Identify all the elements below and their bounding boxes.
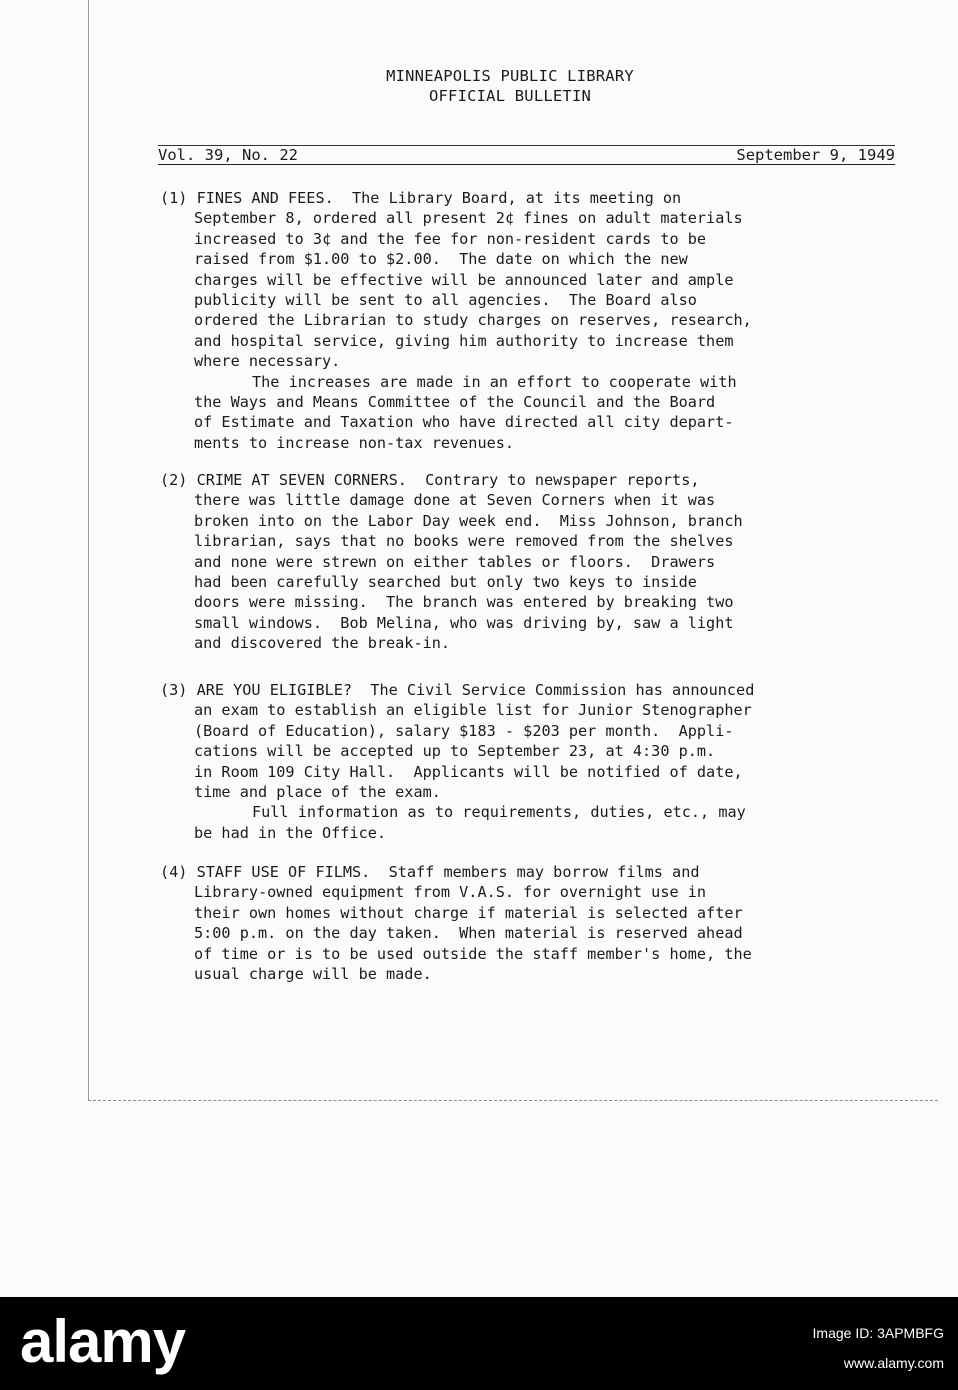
item-line: (Board of Education), salary $183 - $203 per month. Appli- — [194, 721, 734, 740]
item-line: and none were strewn on either tables or floors. Drawers — [194, 552, 716, 571]
item-line: Library-owned equipment from V.A.S. for overnight use in — [194, 883, 707, 902]
stock-url: www.alamy.com — [843, 1355, 944, 1371]
item-line: in Room 109 City Hall. Applicants will be notified of date, — [194, 762, 743, 781]
item-line: cations will be accepted up to September 23, at 4:30 p.m. — [194, 742, 716, 761]
image-id: Image ID: 3APMBFG — [812, 1325, 944, 1341]
item-line: there was little damage done at Seven Corners when it was — [194, 491, 716, 510]
item-line: (4) STAFF USE OF FILMS. Staff members may borrow films and — [160, 863, 700, 881]
bottom-dashed-rule — [88, 1100, 938, 1102]
item-line: September 8, ordered all present 2¢ fines on adult materials — [194, 209, 743, 228]
item-line: broken into on the Labor Day week end. Miss Johnson, branch — [194, 511, 743, 530]
volume-date-line — [158, 146, 895, 166]
item-line: where necessary. — [194, 352, 341, 371]
item-line: doors were missing. The branch was entered by breaking two — [194, 593, 734, 612]
bulletin-item-1 — [160, 188, 752, 453]
stock-footer-bar — [0, 1297, 958, 1390]
item-line: raised from $1.00 to $2.00. The date on which the new — [194, 250, 688, 269]
item-line: had been carefully searched but only two keys to inside — [194, 573, 697, 592]
item-line: (2) CRIME AT SEVEN CORNERS. Contrary to newspaper reports, — [160, 471, 700, 489]
left-margin-rule — [88, 0, 89, 1100]
issue-date: September 9, 1949 — [736, 146, 895, 164]
bulletin-item-3 — [160, 680, 754, 843]
item-line: an exam to establish an eligible list for Junior Stenographer — [194, 701, 752, 720]
item-line: publicity will be sent to all agencies. The Board also — [194, 291, 697, 310]
item-line: their own homes without charge if material is selected after — [194, 903, 743, 922]
item-line: (1) FINES AND FEES. The Library Board, at its meeting on — [160, 189, 682, 207]
item-line: small windows. Bob Melina, who was driving by, saw a light — [194, 613, 734, 632]
item-line: increased to 3¢ and the fee for non-resident cards to be — [194, 229, 707, 248]
masthead-line-1: MINNEAPOLIS PUBLIC LIBRARY — [386, 67, 634, 85]
item-line: ordered the Librarian to study charges on reserves, research, — [194, 311, 752, 330]
item-line: ments to increase non-tax revenues. — [194, 433, 515, 452]
item-line: Full information as to requirements, duties, etc., may — [252, 803, 746, 822]
alamy-logo: alamy — [20, 1308, 186, 1375]
masthead-line-2: OFFICIAL BULLETIN — [428, 87, 592, 105]
bulletin-item-2 — [160, 470, 743, 654]
item-line: charges will be effective will be announced later and ample — [194, 270, 734, 289]
masthead — [300, 66, 720, 106]
item-line: time and place of the exam. — [194, 783, 441, 802]
volume-number: Vol. 39, No. 22 — [158, 146, 298, 164]
item-line: The increases are made in an effort to cooperate with — [252, 372, 737, 391]
item-line: usual charge will be made. — [194, 965, 432, 984]
item-line: and hospital service, giving him authority to increase them — [194, 331, 734, 350]
bulletin-item-4 — [160, 862, 752, 984]
item-line: the Ways and Means Committee of the Council and the Board — [194, 393, 716, 412]
item-line: be had in the Office. — [194, 823, 387, 842]
item-line: and discovered the break-in. — [194, 634, 451, 653]
header-rule-bottom — [158, 164, 895, 165]
item-line: 5:00 p.m. on the day taken. When material is reserved ahead — [194, 924, 743, 943]
item-line: librarian, says that no books were removed from the shelves — [194, 532, 734, 551]
item-line: of time or is to be used outside the staff member's home, the — [194, 944, 752, 963]
item-line: of Estimate and Taxation who have directed all city depart- — [194, 413, 734, 432]
item-line: (3) ARE YOU ELIGIBLE? The Civil Service Commission has announced — [160, 681, 755, 699]
